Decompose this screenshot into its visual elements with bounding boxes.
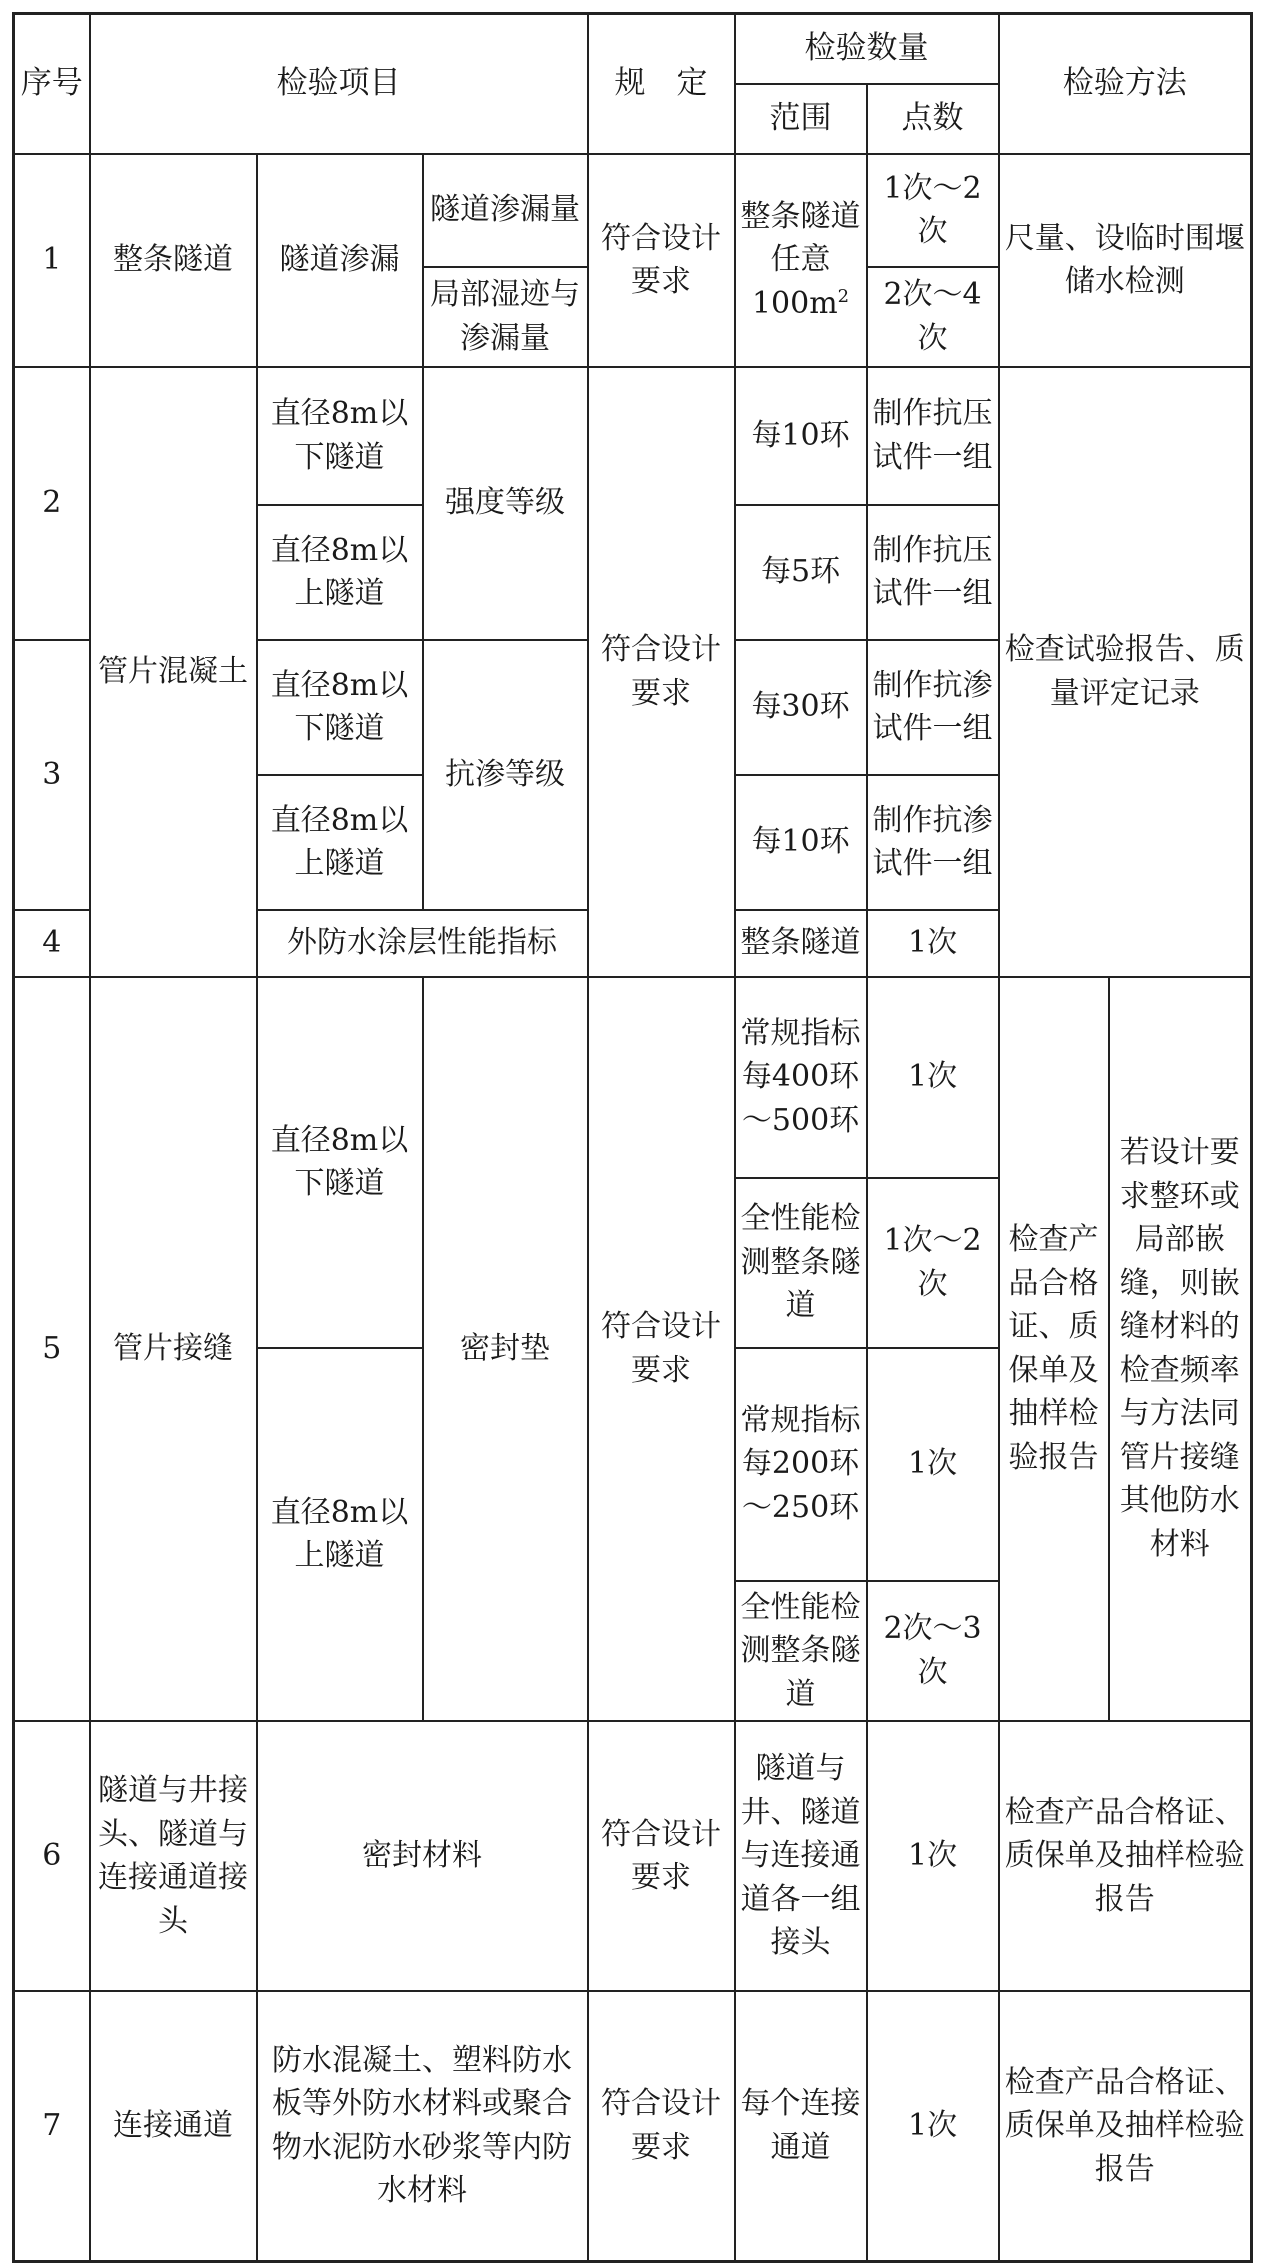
table-row (14, 367, 1252, 505)
row1-sub-b: 局部湿迹与渗漏量 (423, 267, 588, 367)
row3-sub: 抗渗等级 (423, 640, 588, 910)
row7-scope: 每个连接通道 (735, 1991, 867, 2261)
row3-scope-b: 每10环 (735, 775, 867, 910)
row1-method: 尺量、设临时围堰储水检测 (999, 154, 1252, 367)
row6-points: 1次 (867, 1721, 999, 1991)
row4-item: 外防水涂层性能指标 (257, 910, 588, 977)
row6-category: 隧道与井接头、隧道与连接通道接头 (90, 1721, 257, 1991)
row2-scope-b: 每5环 (735, 505, 867, 640)
row1-item: 隧道渗漏 (257, 154, 423, 367)
header-rule: 规 定 (588, 14, 735, 154)
row2-item-a: 直径8m以下隧道 (257, 367, 423, 505)
row3-scope-a: 每30环 (735, 640, 867, 775)
table-row (14, 1991, 1252, 2261)
row7-category: 连接通道 (90, 1991, 257, 2261)
row5-rule: 符合设计要求 (588, 977, 735, 1722)
header-row (14, 14, 1252, 84)
row5-method-b: 若设计要求整环或局部嵌缝，则嵌缝材料的检查频率与方法同管片接缝其他防水材料 (1109, 977, 1252, 1722)
header-item: 检验项目 (90, 14, 588, 154)
row3-points-a: 制作抗渗试件一组 (867, 640, 999, 775)
table-row (14, 154, 1252, 267)
row2-item-b: 直径8m以上隧道 (257, 505, 423, 640)
row2-category: 管片混凝土 (90, 367, 257, 977)
row2-points-b: 制作抗压试件一组 (867, 505, 999, 640)
row2-scope-a: 每10环 (735, 367, 867, 505)
row1-category: 整条隧道 (90, 154, 257, 367)
row5-method-a: 检查产品合格证、质保单及抽样检验报告 (999, 977, 1109, 1722)
row5-seq: 5 (14, 977, 90, 1722)
row6-method: 检查产品合格证、质保单及抽样检验报告 (999, 1721, 1252, 1991)
row6-seq: 6 (14, 1721, 90, 1991)
header-qty: 检验数量 (735, 14, 999, 84)
row1-points-b: 2次～4次 (867, 267, 999, 367)
header-scope: 范围 (735, 84, 867, 154)
row2-points-a: 制作抗压试件一组 (867, 367, 999, 505)
row5-category: 管片接缝 (90, 977, 257, 1722)
row7-seq: 7 (14, 1991, 90, 2261)
row2-seq: 2 (14, 367, 90, 640)
row5-points-a: 1次 (867, 977, 999, 1178)
row5-points-b: 1次～2次 (867, 1178, 999, 1348)
row2-sub: 强度等级 (423, 367, 588, 640)
table-row (14, 977, 1252, 1178)
header-seq: 序号 (14, 14, 90, 154)
row3-item-b: 直径8m以上隧道 (257, 775, 423, 910)
row6-item: 密封材料 (257, 1721, 588, 1991)
row5-scope-c: 常规指标每200环～250环 (735, 1348, 867, 1581)
row7-method: 检查产品合格证、质保单及抽样检验报告 (999, 1991, 1252, 2261)
row2-rule: 符合设计要求 (588, 367, 735, 977)
row5-points-d: 2次～3次 (867, 1581, 999, 1722)
row3-item-a: 直径8m以下隧道 (257, 640, 423, 775)
table-row (14, 1721, 1252, 1991)
row5-scope-b: 全性能检测整条隧道 (735, 1178, 867, 1348)
row5-points-c: 1次 (867, 1348, 999, 1581)
row1-points-a: 1次～2次 (867, 154, 999, 267)
row4-points: 1次 (867, 910, 999, 977)
row7-rule: 符合设计要求 (588, 1991, 735, 2261)
row6-rule: 符合设计要求 (588, 1721, 735, 1991)
row3-seq: 3 (14, 640, 90, 910)
row7-item: 防水混凝土、塑料防水板等外防水材料或聚合物水泥防水砂浆等内防水材料 (257, 1991, 588, 2261)
row4-seq: 4 (14, 910, 90, 977)
header-method: 检验方法 (999, 14, 1252, 154)
inspection-table (12, 12, 1253, 2263)
row1-scope: 整条隧道任意$100m^2$ (735, 154, 867, 367)
row5-scope-a: 常规指标每400环～500环 (735, 977, 867, 1178)
row1-rule: 符合设计要求 (588, 154, 735, 367)
row1-sub-a: 隧道渗漏量 (423, 154, 588, 267)
row5-item-a: 直径8m以下隧道 (257, 977, 423, 1348)
row6-scope: 隧道与井、隧道与连接通道各一组接头 (735, 1721, 867, 1991)
row7-points: 1次 (867, 1991, 999, 2261)
row5-item-b: 直径8m以上隧道 (257, 1348, 423, 1722)
row2-method: 检查试验报告、质量评定记录 (999, 367, 1252, 977)
row5-sub: 密封垫 (423, 977, 588, 1722)
row5-scope-d: 全性能检测整条隧道 (735, 1581, 867, 1722)
header-points: 点数 (867, 84, 999, 154)
row1-seq: 1 (14, 154, 90, 367)
row4-scope: 整条隧道 (735, 910, 867, 977)
row3-points-b: 制作抗渗试件一组 (867, 775, 999, 910)
